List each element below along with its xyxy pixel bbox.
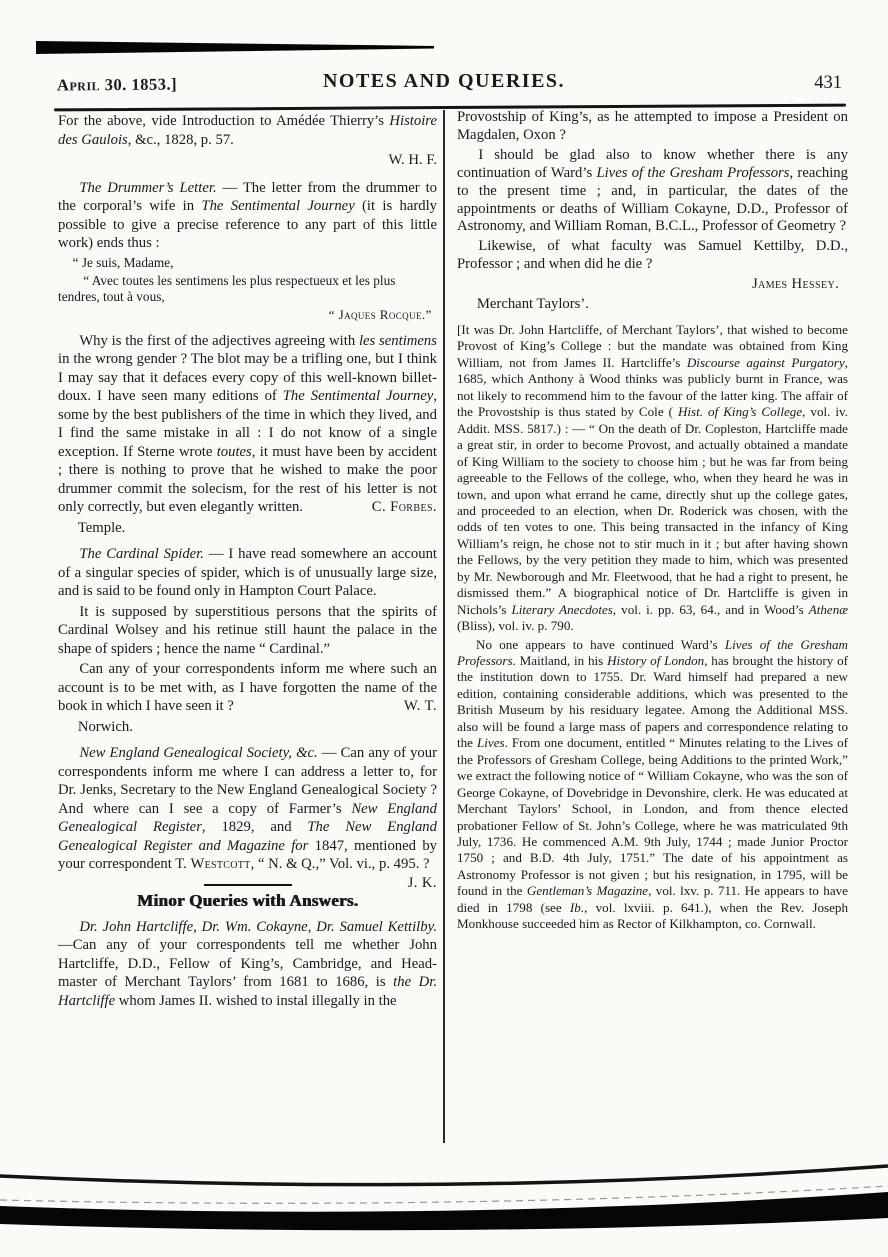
text-segment: Histoire des Gaulois <box>58 113 437 148</box>
place-line: Merchant Taylors’. <box>476 296 589 313</box>
text-segment: the Dr. Hartcliffe <box>58 974 437 1009</box>
text-segment: I should be glad also to know whether there is any continuation of Ward’s <box>457 146 848 181</box>
text-segment: — I have read somewhere an account of a singular species of spider, which is of unusually large size, and is said to be found only in Hampton Court Palace. <box>58 546 437 600</box>
text-segment: , 1829, and <box>201 819 308 836</box>
paragraph <box>457 322 848 635</box>
text-segment: , it must have been by accident ; there is nothing to prove that he wished to make the poor drummer commit the solecism, for the rest of his letter is not only correctly, but even elegantly written. <box>58 443 437 516</box>
text-segment: , 1685, which Anthony à Wood thinks was publicly burnt in France, was not likely to recommend him to the favour of the latter king. The affair of the Provostship is thus stated by Cole ( <box>457 354 848 420</box>
text-segment: New England Genealogical Society, &c. <box>79 745 318 762</box>
text-segment: , has brought the history of the institution down to 1755. Dr. Ward himself had prepared a new edition, containing considerable additions, which was presented to the British Museum by his residuary legatee. Among the Additional MSS. also will be found a large mass of papers and correspondence relating to the <box>457 653 848 751</box>
text-segment: The Sentimental Journey <box>201 198 355 214</box>
text-segment: The Sentimental Journey <box>282 388 434 405</box>
text-segment: , some by the best publishers of the time in which they lived, and I find the same mistake in all : I do not know of a single exception. If Sterne wrote <box>58 388 437 460</box>
text-segment: The Drummer’s Letter. <box>79 179 217 196</box>
text-segment: , vol. lxv. p. 711. He appears to have died in 1798 (see <box>457 883 848 915</box>
text-segment: Likewise, of what faculty was Samuel Kettilby, D.D., Professor ; and when did he die ? <box>457 238 848 273</box>
text-segment: (it is hardly possible to give a precise reference to any part of this little work) ends thus : <box>58 198 438 251</box>
place-line: Norwich. <box>77 718 133 735</box>
text-segment: — The letter from the drummer to the corporal’s wife in <box>58 179 438 214</box>
text-segment: Athenæ <box>808 601 849 617</box>
text-segment: Dr. John Hartcliffe, Dr. Wm. Cokayne, Dr. Samuel Kettilby. <box>79 918 437 935</box>
text-segment: . From one document, entitled “ Minutes relating to the Lives of the Professors of Gresham College, being Additions to the printed Work,” we extract the following notice of “ William Cokayne, who was the son of George Cokayne, of Dovebridge in Devonshire, clerk. He was educated at Merchant Taylors’ School, in London, and from thence elected probationer Fellow of St. John’s College, where he was matriculated 9th July, 1736. He commenced A.M. 9th July, 1744 ; made Junior Proctor 1750 ; and B.D. 4th July, 1751.” The date of his appointment as Astronomy Professor is not given ; but his resignation, in 1795, will be found in the <box>457 735 848 899</box>
paragraph <box>58 918 437 1011</box>
text-segment: Discourse against Purgatory <box>686 354 845 370</box>
signature-line: W. H. F. <box>388 152 437 168</box>
text-segment: The Cardinal Spider. <box>79 546 204 563</box>
text-segment: New England Genealogical Register <box>58 800 437 836</box>
text-segment: Why is the first of the adjectives agreeing with <box>79 332 359 349</box>
paragraph <box>457 109 848 145</box>
text-segment: Lives <box>476 735 505 751</box>
text-segment: For the above, vide Introduction to Amédée Thierry’s <box>58 113 390 129</box>
text-segment: Hist. of King’s College <box>677 404 803 420</box>
left-column <box>58 112 437 1012</box>
text-segment: It is supposed by superstitious persons that the spirits of Cardinal Wolsey and his retinue still haunt the palace in the shape of spiders ; hence the name “ Cardinal.” <box>58 603 437 657</box>
text-segment: , reaching to the present time ; and, in particular, the dates of the appointments or deaths of William Cokayne, D.D., Professor of Astronomy, and William Roman, B.C.L., Professor of Geometry ? <box>457 164 848 235</box>
right-column <box>457 109 848 935</box>
text-segment: Can any of your correspondents inform me where such an account is to be met with, as I have forgotten the name of the book in which I have seen it ? <box>58 661 437 715</box>
page-header-date: April 30. 1853.] <box>56 74 178 95</box>
text-segment: Ib. <box>569 899 585 915</box>
text-segment: toutes <box>216 443 252 460</box>
column-divider <box>443 110 445 1143</box>
text-segment: , &c., 1828, p. 57. <box>127 131 234 148</box>
text-segment: No one appears to have continued Ward’s <box>475 636 725 652</box>
scan-artifact-top <box>36 41 434 54</box>
paragraph <box>58 660 437 716</box>
text-segment: , “ N. & Q.,” Vol. vi., p. 495. ? <box>250 856 430 873</box>
paragraph <box>457 637 848 933</box>
text-segment: — Can any of your correspondents inform me where I can address a letter to, for Dr. Jenks, Secretary to the New England Genealogical Society ? And where can I see a copy of Farmer’s <box>58 745 437 817</box>
section-heading: Minor Queries with Answers. <box>136 891 359 911</box>
text-segment: The New England Genealogical Register and Magazine for <box>58 819 437 854</box>
signature: W. T. <box>403 698 437 715</box>
scan-artifact-bottom <box>0 1160 888 1257</box>
text-segment: History of London <box>607 653 705 669</box>
paragraph <box>457 147 848 237</box>
page-title: NOTES AND QUERIES. <box>322 70 566 92</box>
text-segment: Westcott <box>190 856 251 873</box>
paragraph <box>58 112 437 149</box>
text-segment: [It was Dr. John Hartcliffe, of Merchant Taylors’, that wished to become Provost of King’s College : but the mandate was obtained from King William, not from James II. Hartcliffe’s <box>457 321 848 370</box>
paragraph <box>58 744 438 891</box>
text-segment: , vol. i. pp. 63, 64., and in Wood’s <box>612 601 809 617</box>
place-line: Temple. <box>77 519 126 536</box>
signature: J. K. <box>407 874 437 891</box>
text-segment: (Bliss), vol. iv. p. 790. <box>457 618 574 634</box>
signature-line: “ Jaques Rocque.” <box>328 306 432 322</box>
quote-line: “ Avec toutes les sentimens les plus respectueux et les plus tendres, tout à vous, <box>58 272 396 304</box>
text-segment: whom James II. wished to instal illegally in the <box>115 992 397 1009</box>
text-segment: Lives of the Gresham Professors <box>457 636 848 669</box>
signature: C. Forbes. <box>371 499 437 516</box>
section-divider-rule <box>204 884 292 887</box>
text-segment: , vol. iv. Addit. MSS. 5817.) : — “ On the death of Dr. Copleston, Hartcliffe made a great stir, in order to become Provost, and actually obtained a mandate of King William to the society to choose him ; but he was far from being agreeable to the Fellows of the college, who, when they heard he was in town, and upon what errand he came, directly shut up the college gates, and proceeded to an election, when Dr. Roderick was chosen, with the odds of ten votes to one. This being transacted in the infancy of King William’s reign, he chose not to stir much in it ; but after having shown the Fellows, by the very petition they made to him, which was presented by Mr. Newborough and Mr. Fleetwood, that he had a right to present, he dismissed them.” A biographical notice of Dr. Hartcliffe is given in Nichols’s <box>457 404 848 617</box>
quote-line: “ Je suis, Madame, <box>72 254 174 270</box>
paragraph <box>58 603 437 659</box>
text-segment: Literary Anecdotes <box>511 601 613 617</box>
text-segment: 1847, mentioned by your correspondent T. <box>58 837 438 873</box>
paragraph <box>58 545 437 601</box>
paragraph <box>58 179 437 253</box>
text-segment: Lives of the Gresham Professors <box>596 164 790 181</box>
text-segment: . Maitland, in his <box>512 653 608 669</box>
text-segment: Provostship of King’s, as he attempted to impose a President on Magdalen, Oxon ? <box>457 109 848 143</box>
text-segment: les sentimens <box>358 332 437 349</box>
text-segment: , vol. lxviii. p. 641.), when the Rev. Joseph Monkhouse succeeded him as Rector of Kilkhampton, co. Cornwall. <box>457 899 848 932</box>
text-segment: —Can any of your correspondents tell me whether John Hartcliffe, D.D., Fellow of King’s, Cambridge, and Head-master of Merchant Taylors’ from 1681 to 1686, is <box>58 937 437 991</box>
page-number: 431 <box>814 73 842 93</box>
paragraph <box>457 238 848 274</box>
signature-line: James Hessey. <box>751 276 840 293</box>
paragraph <box>58 332 437 517</box>
text-segment: Gentleman’s Magazine <box>526 883 649 899</box>
text-segment: in the wrong gender ? The blot may be a trifling one, but I think I may say that it defaces every copy of this well-known billet-doux. I have seen many editions of <box>58 351 437 405</box>
